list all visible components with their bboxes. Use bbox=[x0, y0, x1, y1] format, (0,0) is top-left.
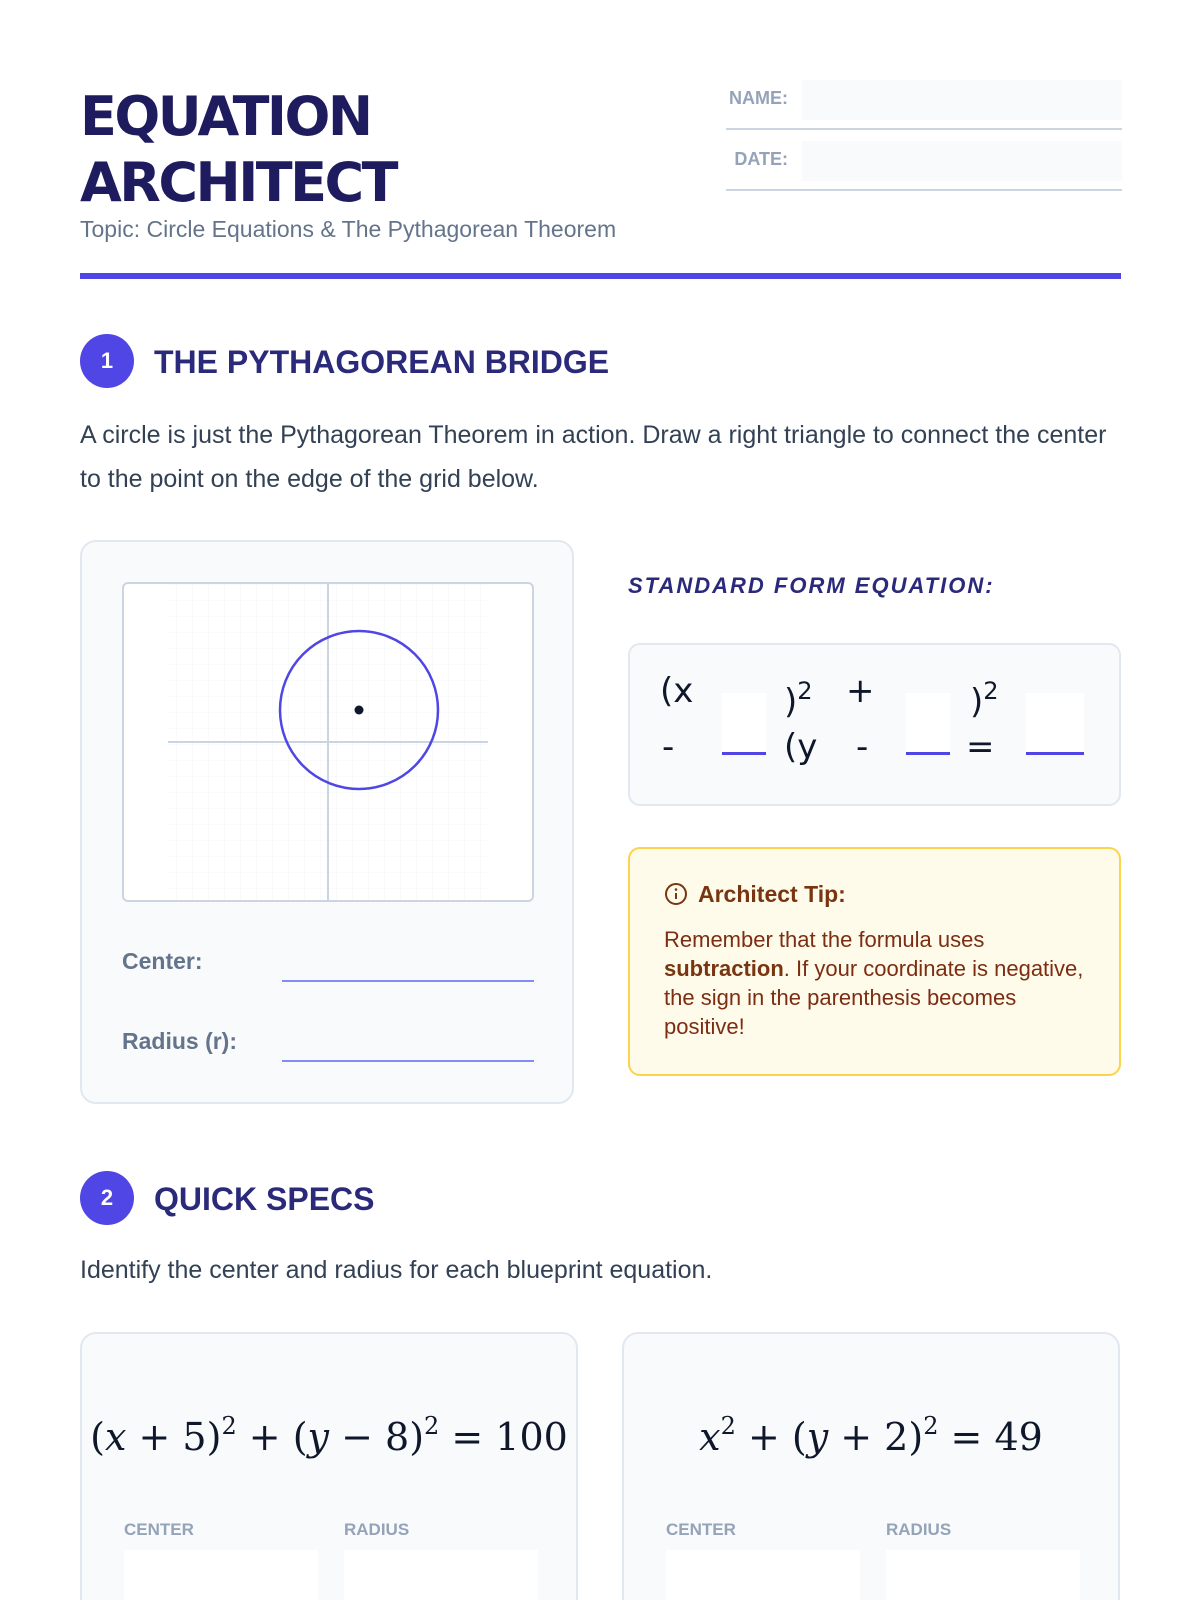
eq1-var-y: y bbox=[307, 1415, 330, 1459]
standard-form-heading: STANDARD FORM EQUATION: bbox=[628, 573, 995, 598]
spec-2-center-label: CENTER bbox=[666, 1520, 736, 1539]
equation-template bbox=[660, 671, 1099, 781]
header-divider bbox=[80, 273, 1121, 279]
spec-equation-2 bbox=[624, 1412, 1118, 1459]
eq1-exp-1: 2 bbox=[221, 1412, 237, 1440]
eq1-var-x: x bbox=[105, 1415, 127, 1459]
section-1-intro: A circle is just the Pythagorean Theorem in action. Draw a right triangle to connect the center to the point on the edge of the grid below. bbox=[80, 421, 1107, 493]
eq1-part-e: + ( bbox=[236, 1415, 308, 1459]
spec-2-radius-input[interactable] bbox=[886, 1550, 1080, 1600]
circle-center-point bbox=[355, 706, 364, 715]
info-circle-icon bbox=[664, 882, 688, 912]
eq2-var-x: x bbox=[699, 1415, 721, 1459]
center-label: Center: bbox=[122, 948, 203, 974]
eq2-part-e: + ( bbox=[735, 1415, 807, 1459]
spec-2-radius-label: RADIUS bbox=[886, 1520, 952, 1539]
section-1-number-badge: 1 bbox=[80, 334, 134, 388]
eq1-part-i: = 100 bbox=[439, 1415, 568, 1459]
eq2-part-g: + 2) bbox=[828, 1415, 924, 1459]
r-squared-blank[interactable] bbox=[1026, 693, 1084, 755]
eq-equals: = bbox=[966, 727, 995, 767]
spec-1-radius-input[interactable] bbox=[344, 1550, 538, 1600]
spec-1-center-label: CENTER bbox=[124, 1520, 194, 1539]
eq-close-1-group bbox=[784, 671, 813, 722]
eq1-part-g: − 8) bbox=[329, 1415, 425, 1459]
eq2-var-y: y bbox=[806, 1415, 829, 1459]
eq-open-x: (x bbox=[660, 671, 694, 711]
radius-answer-row bbox=[122, 1022, 534, 1062]
tip-text-before: Remember that the formula uses bbox=[664, 927, 985, 952]
spec-equation-1 bbox=[82, 1412, 576, 1459]
eq-close-1: ) bbox=[784, 682, 798, 722]
tip-text-after: . If your coordinate is negative, the sign in the parenthesis becomes positive! bbox=[664, 956, 1084, 1039]
k-blank[interactable] bbox=[906, 693, 950, 755]
center-answer-line[interactable] bbox=[282, 980, 534, 982]
date-input[interactable] bbox=[802, 141, 1122, 181]
eq2-part-i: = 49 bbox=[938, 1415, 1043, 1459]
tip-text bbox=[664, 925, 1084, 1041]
eq1-part-a: ( bbox=[90, 1415, 105, 1459]
architect-tip bbox=[628, 847, 1121, 1076]
eq-close-2: ) bbox=[970, 682, 984, 722]
circle-graph bbox=[124, 584, 532, 900]
tip-title: Architect Tip: bbox=[698, 881, 846, 907]
section-2-intro: Identify the center and radius for each blueprint equation. bbox=[80, 1256, 713, 1284]
date-field bbox=[726, 141, 1122, 191]
eq-exponent-1: 2 bbox=[797, 677, 813, 705]
worksheet-title bbox=[80, 84, 700, 216]
section-2-title: QUICK SPECS bbox=[154, 1181, 375, 1217]
eq-exponent-2: 2 bbox=[983, 677, 999, 705]
eq2-exp-1: 2 bbox=[720, 1412, 736, 1440]
section-1-title: THE PYTHAGOREAN BRIDGE bbox=[154, 344, 610, 380]
title-line-2: ARCHITECT bbox=[80, 151, 396, 214]
spec-card-2 bbox=[622, 1332, 1120, 1600]
spec-1-center-input[interactable] bbox=[124, 1550, 318, 1600]
eq-close-2-group bbox=[970, 671, 999, 722]
standard-form-equation bbox=[628, 643, 1121, 806]
graph-card bbox=[80, 540, 574, 1104]
h-blank[interactable] bbox=[722, 693, 766, 755]
eq-minus-1: - bbox=[662, 727, 675, 767]
name-field bbox=[726, 80, 1122, 130]
section-2-number-badge: 2 bbox=[80, 1171, 134, 1225]
tip-text-bold: subtraction bbox=[664, 956, 784, 981]
tip-heading bbox=[664, 881, 846, 912]
name-input[interactable] bbox=[802, 80, 1122, 120]
title-line-1: EQUATION bbox=[80, 85, 371, 148]
spec-card-1 bbox=[80, 1332, 578, 1600]
spec-1-radius-label: RADIUS bbox=[344, 1520, 410, 1539]
eq1-part-c: + 5) bbox=[126, 1415, 222, 1459]
radius-label: Radius (r): bbox=[122, 1028, 237, 1054]
eq2-exp-2: 2 bbox=[923, 1412, 939, 1440]
eq-minus-2: - bbox=[856, 727, 869, 767]
spec-2-center-input[interactable] bbox=[666, 1550, 860, 1600]
coordinate-grid[interactable] bbox=[122, 582, 534, 902]
center-answer-row bbox=[122, 942, 534, 982]
name-label: NAME: bbox=[729, 88, 788, 108]
eq-open-y: (y bbox=[784, 727, 818, 767]
eq-plus: + bbox=[846, 671, 875, 711]
date-label: DATE: bbox=[734, 149, 788, 169]
topic-subtitle: Topic: Circle Equations & The Pythagorean Theorem bbox=[80, 216, 617, 242]
radius-answer-line[interactable] bbox=[282, 1060, 534, 1062]
eq1-exp-2: 2 bbox=[424, 1412, 440, 1440]
